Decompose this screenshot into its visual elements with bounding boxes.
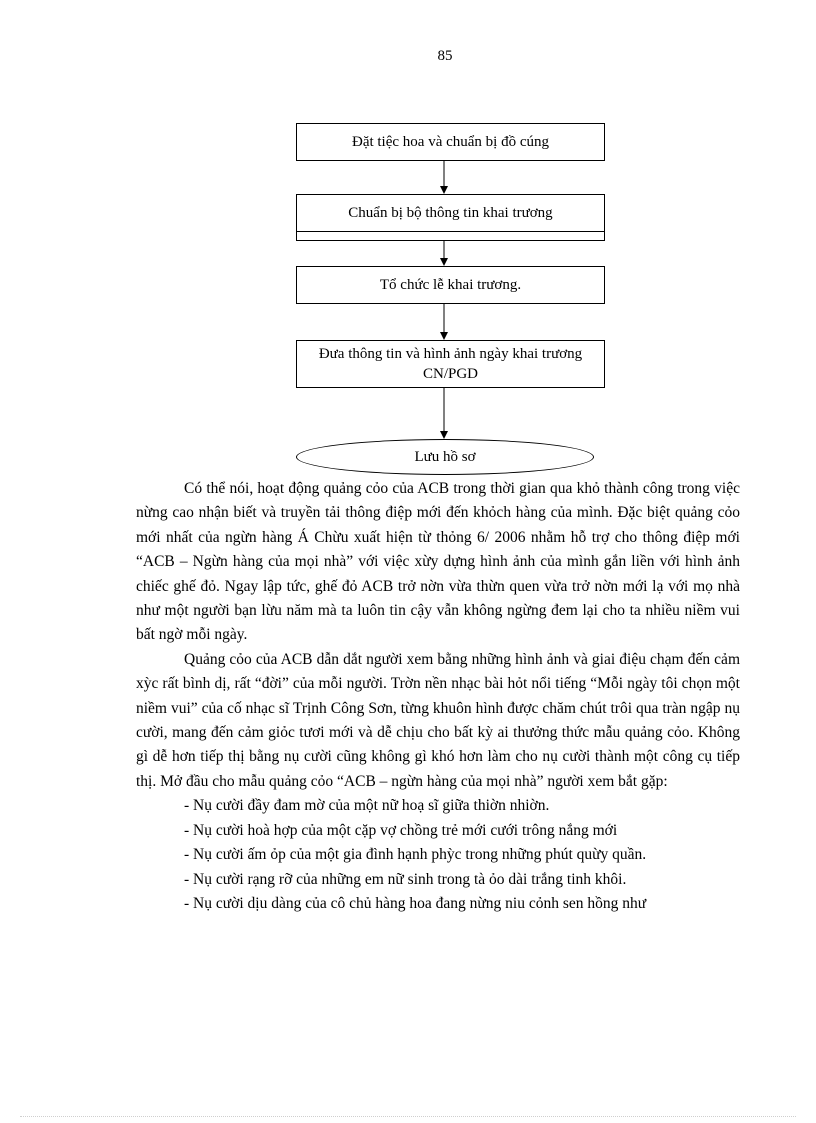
flow-step-2: Chuẩn bị bộ thông tin khai trương bbox=[296, 194, 605, 232]
body-text bbox=[136, 477, 740, 916]
flow-end-ellipse: Lưu hồ sơ bbox=[296, 439, 594, 475]
paragraph: Quảng cỏo của ACB dẫn dắt người xem bằng những hình ảnh và giai điệu chạm đến cảm xỳc rất bình dị, rất “đời” của mỗi người. Trờn nền nhạc bài hỏt nổi tiếng “Mỗi ngày tôi chọn một niềm vui” của cố nhạc sĩ Trịnh Công Sơn, từng khuôn hình được chăm chút trôi qua tràn ngập nụ cười, mang đến cảm giỏc tươi mới và dễ chịu cho bất kỳ ai thưởng thức mẫu quảng cỏo. Không gì dễ hơn tiếp thị bằng nụ cười cũng không gì khó hơn làm cho nụ cười thành một công cụ tiếp thị. Mở đầu cho mẫu quảng cỏo “ACB – ngừn hàng của mọi nhà” người xem bắt gặp: bbox=[136, 650, 740, 790]
flow-step-1: Đặt tiệc hoa và chuẩn bị đồ cúng bbox=[296, 123, 605, 161]
bullet-item: - Nụ cười ấm ỏp của một gia đình hạnh phỳc trong những phút quừy quần. bbox=[184, 846, 647, 864]
page-bottom-rule bbox=[20, 1116, 796, 1117]
flow-step-3: Tổ chức lễ khai trương. bbox=[296, 266, 605, 304]
paragraph: Có thể nói, hoạt động quảng cỏo của ACB trong thời gian qua khỏ thành công trong việc nừng cao nhận biết và truyền tải thông điệp mới đến khỏch hàng của mình. Đặc biệt quảng cỏo mới nhất của ngừn hàng Á Chừu xuất hiện từ thỏng 6/ 2006 nhằm hỗ trợ cho thông điệp mới “ACB – Ngừn hàng của mọi nhà” với việc xừy dựng hình ảnh của mình gắn liền với hình ảnh chiếc ghế đỏ. Ngay lập tức, ghế đỏ ACB trở nờn vừa thừn quen vừa trở nờn mới lạ với mọ nhà như một người bạn lừu năm mà ta luôn tin cậy vẫn không ngừng đem lại cho ta nhiều niềm vui bất ngờ mỗi ngày. bbox=[136, 480, 740, 644]
bullet-item: - Nụ cười đầy đam mờ của một nữ hoạ sĩ giữa thiờn nhiờn. bbox=[184, 797, 550, 815]
flowchart-connectors bbox=[0, 0, 816, 480]
flow-step-4: Đưa thông tin và hình ảnh ngày khai trương CN/PGD bbox=[296, 340, 605, 388]
bullet-item: - Nụ cười hoà hợp của một cặp vợ chồng trẻ mới cưới trông nắng mới bbox=[184, 821, 618, 839]
bullet-item: - Nụ cười dịu dàng của cô chủ hàng hoa đang nừng niu cỏnh sen hồng như bbox=[184, 894, 647, 912]
bullet-item: - Nụ cười rạng rỡ của những em nữ sinh trong tà ỏo dài trắng tinh khôi. bbox=[184, 870, 627, 888]
bullet-list bbox=[136, 794, 740, 916]
page-number: 85 bbox=[437, 48, 453, 64]
